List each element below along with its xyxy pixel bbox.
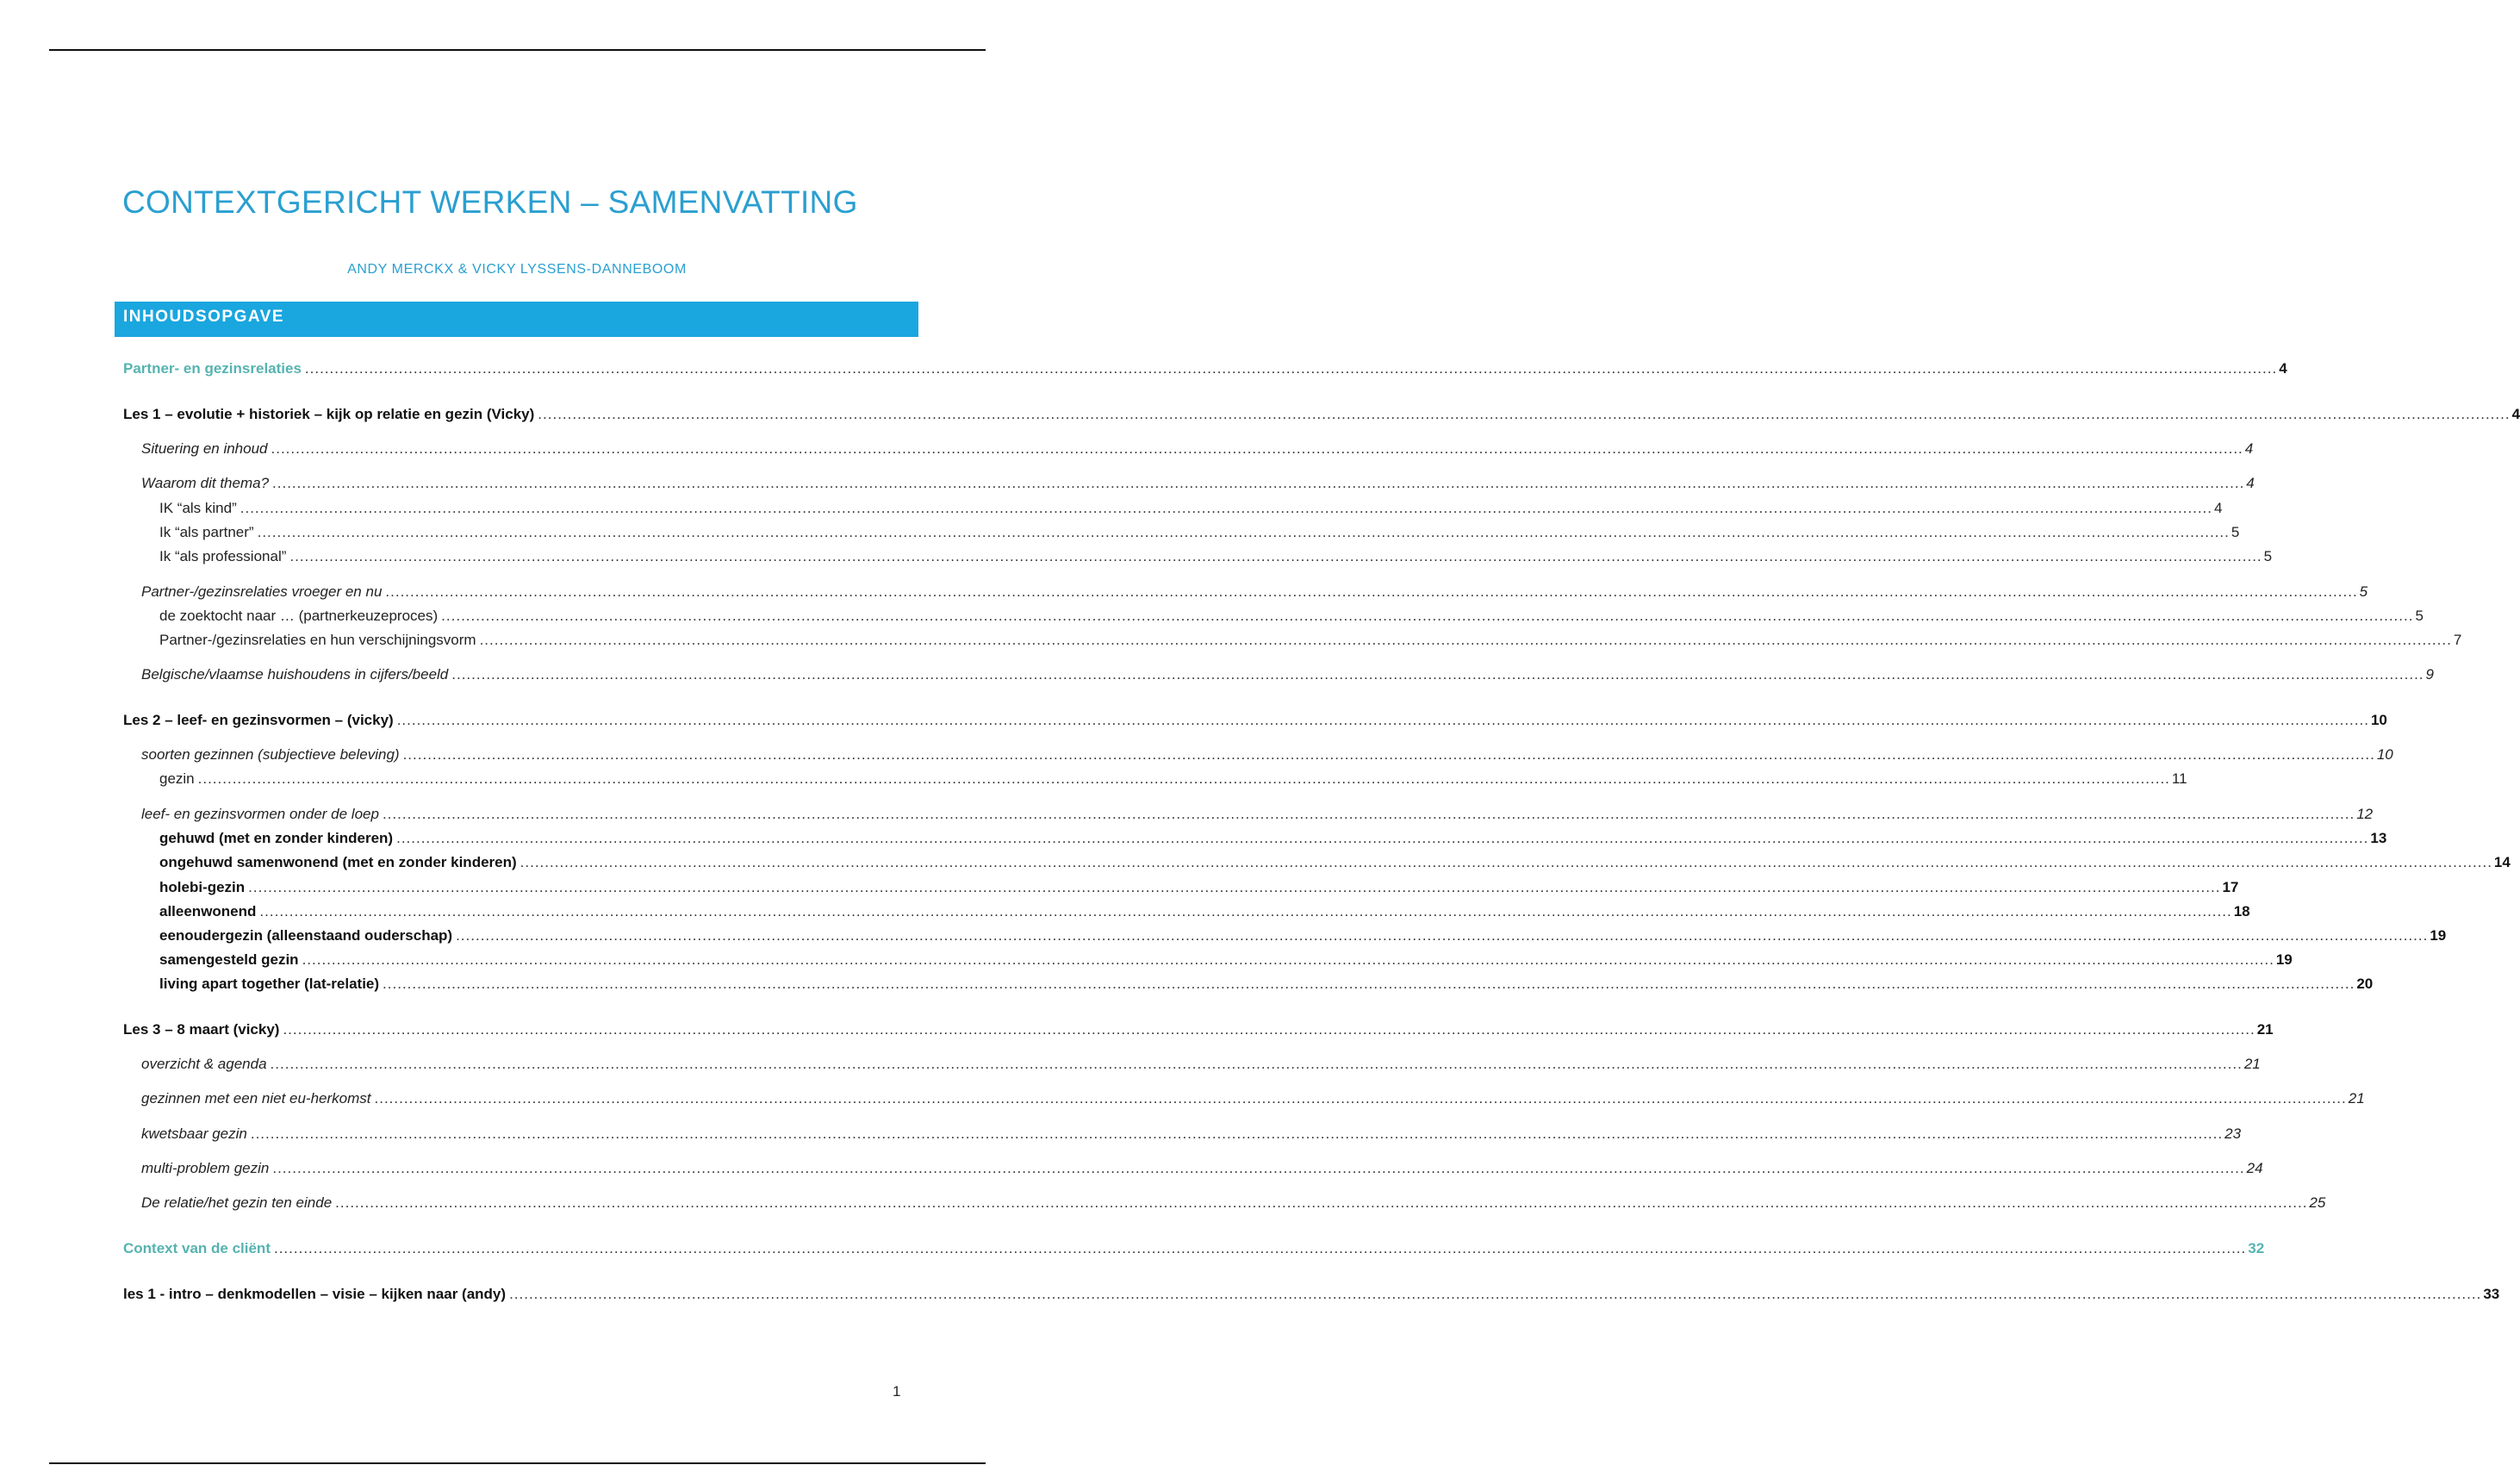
document-authors: ANDY MERCKX & VICKY LYSSENS-DANNEBOOM bbox=[347, 262, 687, 277]
toc-entry-de-zoektocht-naar[interactable]: de zoektocht naar … (partnerkeuzeproces) ................................................................................................................................................................................................................................................................................................................................................................................................................ 5 bbox=[159, 608, 2424, 624]
dot-leader: ................................................................................................................................................................................................................................................................................................................................................................................................................ bbox=[479, 632, 2452, 648]
dot-leader: ................................................................................................................................................................................................................................................................................................................................................................................................................ bbox=[396, 830, 2369, 846]
toc-entry-eenoudergezin[interactable]: eenoudergezin (alleenstaand ouderschap) ................................................................................................................................................................................................................................................................................................................................................................................................................ 19 bbox=[159, 927, 2447, 944]
toc-entry-ik-als-professional[interactable]: Ik “als professional” ................................................................................................................................................................................................................................................................................................................................................................................................................ 5 bbox=[159, 548, 2273, 564]
dot-leader: ................................................................................................................................................................................................................................................................................................................................................................................................................ bbox=[385, 583, 2358, 600]
dot-leader: ................................................................................................................................................................................................................................................................................................................................................................................................................ bbox=[289, 548, 2262, 564]
dot-leader: ................................................................................................................................................................................................................................................................................................................................................................................................................ bbox=[273, 1240, 2247, 1256]
toc-entry-gehuwd[interactable]: gehuwd (met en zonder kinderen) ................................................................................................................................................................................................................................................................................................................................................................................................................ 13 bbox=[159, 830, 2387, 846]
dot-leader: ................................................................................................................................................................................................................................................................................................................................................................................................................ bbox=[304, 360, 2278, 377]
toc-entry-kwetsbaar-gezin[interactable]: kwetsbaar gezin ................................................................................................................................................................................................................................................................................................................................................................................................................ 23 bbox=[141, 1125, 2242, 1142]
toc-heading: INHOUDSOPGAVE bbox=[115, 302, 918, 337]
dot-leader: ................................................................................................................................................................................................................................................................................................................................................................................................................ bbox=[197, 770, 2170, 787]
dot-leader: ................................................................................................................................................................................................................................................................................................................................................................................................................ bbox=[283, 1021, 2256, 1038]
dot-leader: ................................................................................................................................................................................................................................................................................................................................................................................................................ bbox=[451, 666, 2424, 683]
toc-entry-overzicht-agenda[interactable]: overzicht & agenda ................................................................................................................................................................................................................................................................................................................................................................................................................ 21 bbox=[141, 1056, 2261, 1072]
toc-entry-samengesteld-gezin[interactable]: samengesteld gezin ................................................................................................................................................................................................................................................................................................................................................................................................................ 19 bbox=[159, 951, 2293, 968]
toc-entry-partner-en-gezinsrelaties[interactable]: Partner- en gezinsrelaties ................................................................................................................................................................................................................................................................................................................................................................................................................ 4 bbox=[123, 360, 2287, 377]
dot-leader: ................................................................................................................................................................................................................................................................................................................................................................................................................ bbox=[270, 1056, 2243, 1072]
toc-entry-ik-als-partner[interactable]: Ik “als partner” ................................................................................................................................................................................................................................................................................................................................................................................................................ 5 bbox=[159, 524, 2240, 540]
dot-leader: ................................................................................................................................................................................................................................................................................................................................................................................................................ bbox=[248, 879, 2221, 895]
dot-leader: ................................................................................................................................................................................................................................................................................................................................................................................................................ bbox=[302, 951, 2274, 968]
page-number: 1 bbox=[893, 1383, 901, 1400]
toc-entry-gezin[interactable]: gezin ................................................................................................................................................................................................................................................................................................................................................................................................................ 11 bbox=[159, 770, 2187, 787]
toc-entry-living-apart-together[interactable]: living apart together (lat-relatie) ................................................................................................................................................................................................................................................................................................................................................................................................................ 20 bbox=[159, 976, 2374, 992]
toc-entry-gezinnen-niet-eu-herkomst[interactable]: gezinnen met een niet eu-herkomst ................................................................................................................................................................................................................................................................................................................................................................................................................ 21 bbox=[141, 1090, 2365, 1107]
toc-entry-partner-gezinsrelaties-vroeger-en-nu[interactable]: Partner-/gezinsrelaties vroeger en nu ................................................................................................................................................................................................................................................................................................................................................................................................................ 5 bbox=[141, 583, 2368, 600]
dot-leader: ................................................................................................................................................................................................................................................................................................................................................................................................................ bbox=[402, 746, 2375, 763]
dot-leader: ................................................................................................................................................................................................................................................................................................................................................................................................................ bbox=[441, 608, 2414, 624]
toc-entry-leef-en-gezinsvormen-onder-de-loep[interactable]: leef- en gezinsvormen onder de loep ................................................................................................................................................................................................................................................................................................................................................................................................................ 12 bbox=[141, 806, 2374, 822]
dot-leader: ................................................................................................................................................................................................................................................................................................................................................................................................................ bbox=[396, 712, 2369, 728]
toc-entry-holebi-gezin[interactable]: holebi-gezin ................................................................................................................................................................................................................................................................................................................................................................................................................ 17 bbox=[159, 879, 2239, 895]
toc-entry-context-van-de-client[interactable]: Context van de cliënt ................................................................................................................................................................................................................................................................................................................................................................................................................ 32 bbox=[123, 1240, 2265, 1256]
dot-leader: ................................................................................................................................................................................................................................................................................................................................................................................................................ bbox=[271, 440, 2243, 457]
dot-leader: ................................................................................................................................................................................................................................................................................................................................................................................................................ bbox=[538, 406, 2511, 422]
dot-leader: ................................................................................................................................................................................................................................................................................................................................................................................................................ bbox=[335, 1194, 2308, 1211]
toc-entry-relatie-gezin-ten-einde[interactable]: De relatie/het gezin ten einde ................................................................................................................................................................................................................................................................................................................................................................................................................ 25 bbox=[141, 1194, 2326, 1211]
dot-leader: ................................................................................................................................................................................................................................................................................................................................................................................................................ bbox=[250, 1125, 2224, 1142]
dot-leader: ................................................................................................................................................................................................................................................................................................................................................................................................................ bbox=[259, 903, 2232, 920]
document-title: CONTEXTGERICHT WERKEN – SAMENVATTING bbox=[122, 184, 858, 220]
toc-entry-les-3[interactable]: Les 3 – 8 maart (vicky) ................................................................................................................................................................................................................................................................................................................................................................................................................ 21 bbox=[123, 1021, 2274, 1038]
dot-leader: ................................................................................................................................................................................................................................................................................................................................................................................................................ bbox=[272, 475, 2245, 491]
toc-entry-alleenwonend[interactable]: alleenwonend ................................................................................................................................................................................................................................................................................................................................................................................................................ 18 bbox=[159, 903, 2250, 920]
toc-entry-soorten-gezinnen[interactable]: soorten gezinnen (subjectieve beleving) ................................................................................................................................................................................................................................................................................................................................................................................................................ 10 bbox=[141, 746, 2393, 763]
toc-entry-multi-problem-gezin[interactable]: multi-problem gezin ................................................................................................................................................................................................................................................................................................................................................................................................................ 24 bbox=[141, 1160, 2263, 1176]
dot-leader: ................................................................................................................................................................................................................................................................................................................................................................................................................ bbox=[272, 1160, 2245, 1176]
toc-entry-les-1-intro[interactable]: les 1 - intro – denkmodellen – visie – kijken naar (andy) ................................................................................................................................................................................................................................................................................................................................................................................................................ 33 bbox=[123, 1286, 2500, 1302]
dot-leader: ................................................................................................................................................................................................................................................................................................................................................................................................................ bbox=[374, 1090, 2347, 1107]
toc-entry-les-2[interactable]: Les 2 – leef- en gezinsvormen – (vicky) ................................................................................................................................................................................................................................................................................................................................................................................................................ 10 bbox=[123, 712, 2387, 728]
toc-entry-ongehuwd-samenwonend[interactable]: ongehuwd samenwonend (met en zonder kinderen) ................................................................................................................................................................................................................................................................................................................................................................................................................ 14 bbox=[159, 854, 2511, 870]
bottom-rule bbox=[49, 1462, 986, 1464]
toc-entry-verschijningsvorm[interactable]: Partner-/gezinsrelaties en hun verschijningsvorm ................................................................................................................................................................................................................................................................................................................................................................................................................ 7 bbox=[159, 632, 2462, 648]
dot-leader: ................................................................................................................................................................................................................................................................................................................................................................................................................ bbox=[240, 500, 2213, 516]
dot-leader: ................................................................................................................................................................................................................................................................................................................................................................................................................ bbox=[382, 806, 2355, 822]
toc-entry-situering-en-inhoud[interactable]: Situering en inhoud ................................................................................................................................................................................................................................................................................................................................................................................................................ 4 bbox=[141, 440, 2254, 457]
dot-leader: ................................................................................................................................................................................................................................................................................................................................................................................................................ bbox=[509, 1286, 2482, 1302]
dot-leader: ................................................................................................................................................................................................................................................................................................................................................................................................................ bbox=[520, 854, 2492, 870]
toc-entry-belgische-huishoudens[interactable]: Belgische/vlaamse huishoudens in cijfers/beeld ................................................................................................................................................................................................................................................................................................................................................................................................................ 9 bbox=[141, 666, 2434, 683]
dot-leader: ................................................................................................................................................................................................................................................................................................................................................................................................................ bbox=[257, 524, 2230, 540]
toc-entry-ik-als-kind[interactable]: IK “als kind” ................................................................................................................................................................................................................................................................................................................................................................................................................ 4 bbox=[159, 500, 2223, 516]
toc-entry-waarom-dit-thema[interactable]: Waarom dit thema? ................................................................................................................................................................................................................................................................................................................................................................................................................ 4 bbox=[141, 475, 2255, 491]
toc-entry-les-1[interactable]: Les 1 – evolutie + historiek – kijk op relatie en gezin (Vicky) ................................................................................................................................................................................................................................................................................................................................................................................................................ 4 bbox=[123, 406, 2520, 422]
dot-leader: ................................................................................................................................................................................................................................................................................................................................................................................................................ bbox=[456, 927, 2429, 944]
dot-leader: ................................................................................................................................................................................................................................................................................................................................................................................................................ bbox=[383, 976, 2355, 992]
